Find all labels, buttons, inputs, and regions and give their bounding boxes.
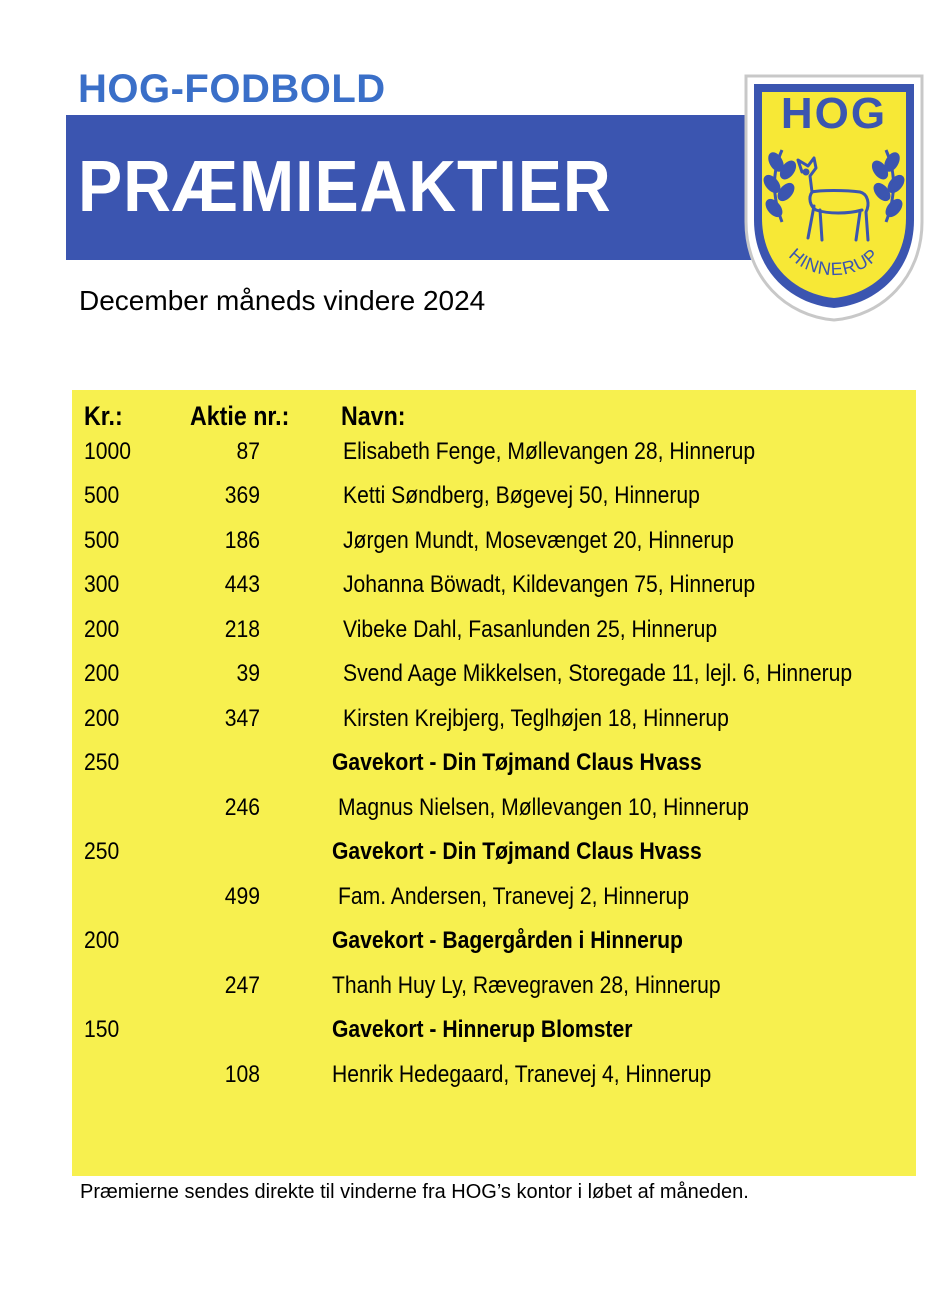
prize-row bbox=[0, 925, 944, 957]
header-name: Navn: bbox=[341, 401, 406, 431]
row-share: 247 bbox=[224, 972, 260, 999]
footer-note: Præmierne sendes direkte til vinderne fra HOG’s kontor i løbet af måneden. bbox=[80, 1181, 749, 1203]
row-share: 369 bbox=[224, 482, 260, 509]
row-amount: 300 bbox=[84, 571, 120, 598]
row-amount: 1000 bbox=[84, 438, 131, 465]
row-share: 108 bbox=[224, 1061, 260, 1088]
prize-row bbox=[0, 836, 944, 868]
row-share: 347 bbox=[224, 705, 260, 732]
table-row bbox=[0, 703, 944, 735]
row-amount: 200 bbox=[84, 705, 120, 732]
row-name: Vibeke Dahl, Fasanlunden 25, Hinnerup bbox=[343, 616, 718, 643]
table-row bbox=[0, 525, 944, 557]
page-title: PRÆMIEAKTIER bbox=[78, 147, 612, 227]
header-amount: Kr.: bbox=[84, 401, 123, 431]
row-share: 186 bbox=[224, 527, 260, 554]
row-share: 39 bbox=[236, 660, 260, 687]
club-logo bbox=[736, 72, 932, 324]
logo-bottom-text: HINNERUP bbox=[785, 244, 883, 280]
row-amount: 250 bbox=[84, 838, 120, 865]
row-name: Svend Aage Mikkelsen, Storegade 11, lejl. 6, Hinnerup bbox=[343, 660, 853, 687]
row-prize: Gavekort - Bagergården i Hinnerup bbox=[332, 927, 683, 954]
table-row bbox=[0, 480, 944, 512]
row-share: 218 bbox=[224, 616, 260, 643]
row-prize: Gavekort - Hinnerup Blomster bbox=[332, 1016, 633, 1043]
row-name: Kirsten Krejbjerg, Teglhøjen 18, Hinnerup bbox=[343, 705, 729, 732]
table-row bbox=[0, 1059, 944, 1091]
table-row bbox=[0, 614, 944, 646]
row-share: 443 bbox=[224, 571, 260, 598]
row-share: 246 bbox=[224, 794, 260, 821]
table-row bbox=[0, 881, 944, 913]
table-row bbox=[0, 970, 944, 1002]
row-name: Johanna Böwadt, Kildevangen 75, Hinnerup bbox=[343, 571, 756, 598]
row-name: Magnus Nielsen, Møllevangen 10, Hinnerup bbox=[338, 794, 749, 821]
row-name: Fam. Andersen, Tranevej 2, Hinnerup bbox=[338, 883, 690, 910]
row-share: 499 bbox=[224, 883, 260, 910]
table-row bbox=[0, 658, 944, 690]
table-row bbox=[0, 569, 944, 601]
prize-row bbox=[0, 747, 944, 779]
row-name: Thanh Huy Ly, Rævegraven 28, Hinnerup bbox=[332, 972, 721, 999]
row-amount: 200 bbox=[84, 616, 120, 643]
table-row bbox=[0, 792, 944, 824]
page-subtitle: December måneds vindere 2024 bbox=[79, 285, 486, 316]
row-amount: 200 bbox=[84, 927, 120, 954]
row-share: 87 bbox=[236, 438, 260, 465]
row-name: Elisabeth Fenge, Møllevangen 28, Hinnerup bbox=[343, 438, 756, 465]
prize-row bbox=[0, 1014, 944, 1046]
header-share: Aktie nr.: bbox=[190, 401, 290, 431]
row-name: Ketti Søndberg, Bøgevej 50, Hinnerup bbox=[343, 482, 700, 509]
row-amount: 250 bbox=[84, 749, 120, 776]
table-row bbox=[0, 436, 944, 468]
row-amount: 150 bbox=[84, 1016, 120, 1043]
logo-top-text: HOG bbox=[780, 89, 888, 138]
club-name: HOG-FODBOLD bbox=[78, 67, 386, 111]
row-prize: Gavekort - Din Tøjmand Claus Hvass bbox=[332, 838, 702, 865]
row-amount: 500 bbox=[84, 527, 120, 554]
row-name: Jørgen Mundt, Mosevænget 20, Hinnerup bbox=[343, 527, 734, 554]
row-name: Henrik Hedegaard, Tranevej 4, Hinnerup bbox=[332, 1061, 712, 1088]
row-amount: 500 bbox=[84, 482, 120, 509]
row-prize: Gavekort - Din Tøjmand Claus Hvass bbox=[332, 749, 702, 776]
row-amount: 200 bbox=[84, 660, 120, 687]
